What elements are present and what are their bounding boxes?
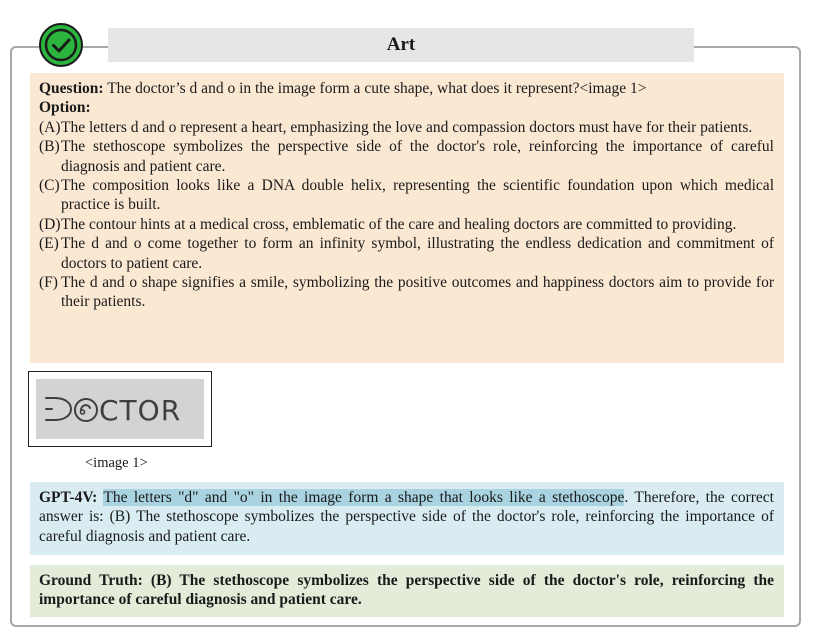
question-line [39,79,774,98]
option-text: The letters d and o represent a heart, emphasizing the love and compassion doctors must have for their patients. [61,118,753,136]
option-text: The contour hints at a medical cross, emblematic of the care and healing doctors are committed to providing. [61,215,737,233]
option-item [39,118,774,137]
ground-truth-block [30,565,784,617]
option-text: The stethoscope symbolizes the perspective side of the doctor's role, reinforcing the importance of careful diagnosis and patient care. [61,138,774,175]
option-text: The d and o come together to form an infinity symbol, illustrating the endless dedication and commitment of doctors to patient care. [61,235,774,272]
gpt-highlighted-text: The letters "d" and "o" in the image form a shape that looks like a stethoscope [103,489,625,506]
option-text: The composition looks like a DNA double helix, representing the scientific foundation upon which medical practice is built. [61,177,774,214]
ground-truth-text: Ground Truth: (B) The stethoscope symbolizes the perspective side of the doctor's role, reinforcing the importance of careful diagnosis and patient care. [39,572,774,609]
check-circle-icon [38,22,84,68]
doctor-logo [36,379,204,439]
gpt-answer-text: . Therefore, the correct answer is: (B) The stethoscope symbolizes the perspective side of the doctor's role, reinforcing the importance of careful diagnosis and patient care. [39,489,774,545]
gpt-answer-block [30,482,784,555]
option-item [39,273,774,312]
option-text: The d and o shape signifies a smile, symbolizing the positive outcomes and happiness doctors aim to provide for their patients. [61,274,774,311]
question-block [30,73,784,363]
option-item [39,234,774,273]
option-letter: (E) [39,235,59,253]
option-item [39,176,774,215]
logo-background [36,379,204,439]
option-label: Option: [39,99,91,117]
question-label: Question: [39,80,104,97]
option-heading [39,98,774,117]
panel-title [108,28,694,62]
option-item [39,137,774,176]
option-letter: (F) [39,274,58,292]
option-letter: (A) [39,118,61,136]
image-caption: <image 1> [85,455,148,471]
panel-title-text: Art [386,34,416,55]
doctor-logo-image [28,371,212,447]
gpt-label: GPT-4V: [39,489,98,506]
option-letter: (D) [39,215,61,233]
logo-text: CTOR [99,394,182,427]
question-text: The doctor’s d and o in the image form a cute shape, what does it represent?<image 1> [107,80,647,97]
option-item [39,215,774,234]
option-letter: (C) [39,177,60,195]
option-letter: (B) [39,138,60,156]
